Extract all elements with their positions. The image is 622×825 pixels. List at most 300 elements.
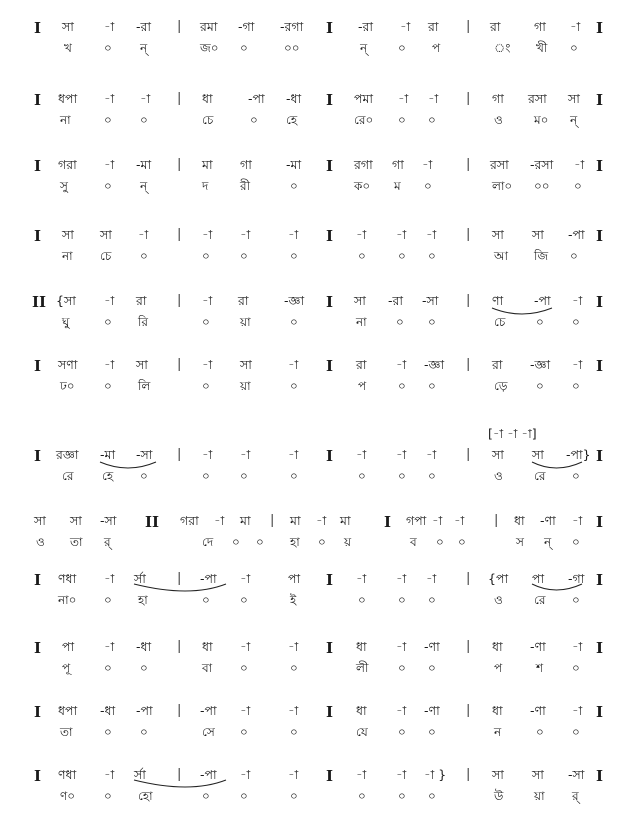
note-symbol: ধপা — [58, 703, 78, 718]
lyric-syllable: ০ — [572, 725, 580, 739]
note-symbol: -ণা — [540, 513, 556, 528]
note-symbol: -জ্ঞা — [424, 357, 445, 372]
note-symbol: ণা — [492, 293, 504, 308]
lyric-syllable: ০০ — [534, 179, 550, 193]
section-divider: I — [596, 19, 604, 37]
note-symbol: -া — [356, 227, 367, 242]
section-divider: I — [34, 157, 42, 175]
section-divider: I — [326, 639, 334, 657]
lyric-syllable: ০ — [396, 315, 404, 329]
lyric-syllable: ০ — [104, 379, 112, 393]
note-symbol: -া — [426, 227, 437, 242]
note-symbol: পা — [532, 571, 545, 586]
note-symbol: -ধা — [100, 703, 116, 718]
section-divider: I — [326, 703, 334, 721]
note-symbol: {সা — [56, 293, 76, 308]
lyric-syllable: তা — [60, 725, 73, 739]
note-symbol: -া — [202, 357, 213, 372]
lyric-syllable: লা০ — [492, 179, 513, 193]
lyric-syllable: ০ — [256, 535, 264, 549]
note-symbol: পমা — [354, 91, 374, 106]
beat-divider: | — [270, 513, 275, 528]
note-symbol: -রসা — [530, 157, 554, 172]
lyric-syllable: ০ — [398, 469, 406, 483]
note-symbol: -া — [288, 227, 299, 242]
note-symbol: -ধা — [136, 639, 152, 654]
lyric-syllable: পূ — [62, 661, 71, 675]
lyric-syllable: খী — [536, 41, 548, 55]
note-symbol: গা — [240, 157, 252, 172]
lyric-syllable: ০ — [202, 469, 210, 483]
lyric-syllable: চে — [100, 249, 112, 263]
lyric-syllable: হা — [138, 593, 148, 607]
note-symbol: -পা — [200, 703, 217, 718]
note-symbol: -পা — [200, 767, 217, 782]
note-symbol: সণা — [58, 357, 78, 372]
lyric-syllable: রে — [534, 593, 546, 607]
lyric-syllable: ০ — [536, 725, 544, 739]
lyric-syllable: ০ — [104, 315, 112, 329]
lyric-syllable: ০ — [250, 113, 258, 127]
note-symbol: -া — [400, 19, 411, 34]
lyric-syllable: ০ — [290, 789, 298, 803]
lyric-syllable: না — [62, 249, 73, 263]
note-symbol: পা — [288, 571, 301, 586]
lyric-syllable: রে০ — [354, 113, 374, 127]
note-symbol: রজ্ঞা — [56, 447, 79, 462]
note-symbol: -গা — [568, 571, 585, 586]
lyric-syllable: প — [432, 41, 441, 55]
note-symbol: সা — [492, 227, 504, 242]
section-divider: I — [34, 447, 42, 465]
section-divider: I — [326, 19, 334, 37]
note-symbol: -ধা — [286, 91, 302, 106]
note-symbol: -া — [316, 513, 327, 528]
note-symbol: -া — [138, 227, 149, 242]
lyric-syllable: লী — [356, 661, 369, 675]
note-symbol: -া — [426, 447, 437, 462]
lyric-syllable: জি — [534, 249, 549, 263]
lyric-syllable: সু — [60, 179, 68, 193]
note-symbol: -া — [396, 357, 407, 372]
beat-divider: | — [177, 91, 182, 106]
lyric-syllable: ণ০ — [60, 789, 76, 803]
lyric-syllable: ০ — [290, 179, 298, 193]
lyric-syllable: ন্ — [140, 179, 148, 193]
note-symbol: সা — [100, 227, 112, 242]
lyric-syllable: হে — [102, 469, 114, 483]
note-symbol: সা — [568, 91, 580, 106]
note-symbol: -জ্ঞা — [284, 293, 305, 308]
section-divider: I — [326, 447, 334, 465]
note-symbol: -া — [574, 157, 585, 172]
note-symbol: -ণা — [424, 703, 440, 718]
section-divider: I — [596, 91, 604, 109]
section-divider: I — [326, 157, 334, 175]
note-symbol: -া — [104, 19, 115, 34]
beat-divider: | — [177, 767, 182, 782]
lyric-syllable: ০ — [104, 725, 112, 739]
lyric-syllable: র্ — [104, 535, 111, 549]
note-symbol: -পা} — [566, 447, 591, 462]
section-divider: I — [326, 767, 334, 785]
lyric-syllable: ০ — [428, 113, 436, 127]
note-symbol: -মা — [100, 447, 116, 462]
lyric-syllable: র্ — [572, 789, 579, 803]
note-symbol: ধা — [202, 91, 213, 106]
lyric-syllable: ০ — [104, 41, 112, 55]
note-symbol: -গা — [238, 19, 255, 34]
note-symbol: সা — [34, 513, 46, 528]
note-symbol: -া — [570, 19, 581, 34]
note-symbol: -া — [104, 293, 115, 308]
lyric-syllable: ০ — [290, 469, 298, 483]
note-symbol: সা — [240, 357, 252, 372]
lyric-syllable: ০ — [202, 379, 210, 393]
lyric-syllable: সে — [202, 725, 215, 739]
note-symbol: রসা — [528, 91, 547, 106]
lyric-syllable: ব — [410, 535, 417, 549]
lyric-syllable: ০ — [140, 249, 148, 263]
lyric-syllable: ০ — [240, 469, 248, 483]
lyric-syllable: ০ — [358, 593, 366, 607]
note-symbol: -পা — [534, 293, 551, 308]
note-symbol: ণধা — [58, 571, 77, 586]
lyric-syllable: খ — [64, 41, 72, 55]
note-symbol: র্সা — [134, 767, 146, 782]
lyric-syllable: ক০ — [354, 179, 371, 193]
note-symbol: মা — [202, 157, 213, 172]
lyric-syllable: ০ — [572, 593, 580, 607]
lyric-syllable: হে — [286, 113, 298, 127]
note-symbol: -া — [428, 91, 439, 106]
lyric-syllable: না — [60, 113, 71, 127]
note-symbol: -া — [202, 227, 213, 242]
lyric-syllable: ন্ — [570, 113, 578, 127]
lyric-syllable: ০ — [240, 41, 248, 55]
note-symbol: -া — [202, 293, 213, 308]
lyric-syllable: ০ — [140, 661, 148, 675]
lyric-syllable: ০ — [290, 379, 298, 393]
lyric-syllable: ০০ — [284, 41, 300, 55]
note-symbol: সা — [136, 357, 148, 372]
beat-divider: | — [466, 357, 471, 372]
lyric-syllable: ০ — [358, 469, 366, 483]
note-symbol: ধা — [492, 639, 503, 654]
note-symbol: গপা — [406, 513, 427, 528]
lyric-syllable: ০ — [398, 379, 406, 393]
lyric-syllable: ০ — [240, 661, 248, 675]
note-symbol: রমা — [200, 19, 218, 34]
lyric-syllable: ০ — [398, 41, 406, 55]
note-symbol: -া — [214, 513, 225, 528]
beat-divider: | — [177, 357, 182, 372]
section-divider: I — [34, 357, 42, 375]
note-symbol: -া — [396, 447, 407, 462]
lyric-syllable: ০ — [570, 41, 578, 55]
lyric-syllable: ও — [494, 113, 503, 127]
section-divider: I — [34, 227, 42, 245]
note-symbol: -সা — [568, 767, 585, 782]
section-divider: I — [384, 513, 392, 531]
lyric-syllable: ০ — [232, 535, 240, 549]
lyric-syllable: ই — [290, 593, 297, 607]
note-symbol: -রগা — [280, 19, 304, 34]
lyric-syllable: রী — [240, 179, 251, 193]
note-symbol: -পা — [568, 227, 585, 242]
lyric-syllable: আ — [494, 249, 508, 263]
lyric-syllable: ০ — [428, 469, 436, 483]
lyric-syllable: ও — [494, 593, 503, 607]
beat-divider: | — [466, 91, 471, 106]
lyric-syllable: ০ — [290, 315, 298, 329]
note-symbol: -া — [288, 767, 299, 782]
beat-divider: | — [466, 447, 471, 462]
lyric-syllable: হা — [290, 535, 300, 549]
note-symbol: -া — [426, 571, 437, 586]
lyric-syllable: ০ — [428, 725, 436, 739]
beat-divider: | — [466, 157, 471, 172]
section-divider: I — [326, 571, 334, 589]
section-divider: I — [596, 447, 604, 465]
lyric-syllable: হো — [138, 789, 153, 803]
note-symbol: -সা — [422, 293, 439, 308]
lyric-syllable: ০ — [428, 661, 436, 675]
note-symbol: -া — [104, 357, 115, 372]
lyric-syllable: ০ — [536, 379, 544, 393]
note-symbol: গা — [492, 91, 504, 106]
note-symbol: -া — [356, 447, 367, 462]
note-symbol: মা — [240, 513, 251, 528]
lyric-syllable: ০ — [104, 113, 112, 127]
note-symbol: {পা — [488, 571, 509, 586]
lyric-syllable: ০ — [240, 249, 248, 263]
note-symbol: সা — [532, 767, 544, 782]
note-symbol: রা — [136, 293, 147, 308]
note-symbol: মা — [290, 513, 301, 528]
lyric-syllable: ০ — [574, 179, 582, 193]
section-divider: I — [596, 157, 604, 175]
lyric-syllable: ০ — [428, 379, 436, 393]
lyric-syllable: দে — [202, 535, 214, 549]
note-symbol: -মা — [136, 157, 152, 172]
beat-divider: | — [466, 571, 471, 586]
lyric-syllable: চে — [202, 113, 214, 127]
lyric-syllable: ও — [36, 535, 45, 549]
lyric-syllable: ০ — [104, 593, 112, 607]
section-divider: I — [34, 571, 42, 589]
note-symbol: সা — [532, 447, 544, 462]
note-symbol: গরা — [180, 513, 199, 528]
note-symbol: -রা — [388, 293, 404, 308]
lyric-syllable: ০ — [428, 593, 436, 607]
lyric-syllable: ০ — [290, 249, 298, 263]
lyric-syllable: ০ — [398, 249, 406, 263]
lyric-syllable: ০ — [572, 661, 580, 675]
section-divider: I — [34, 767, 42, 785]
note-symbol: -া — [240, 227, 251, 242]
note-symbol: -রা — [358, 19, 374, 34]
note-symbol: -া — [240, 447, 251, 462]
lyric-syllable: ০ — [428, 249, 436, 263]
lyric-syllable: ০ — [104, 789, 112, 803]
beat-divider: | — [466, 703, 471, 718]
lyric-syllable: তা — [70, 535, 83, 549]
lyric-syllable: ম০ — [534, 113, 549, 127]
note-symbol: -ণা — [424, 639, 440, 654]
beat-divider: | — [494, 513, 499, 528]
note-symbol: -া — [396, 767, 407, 782]
note-symbol: -া — [104, 157, 115, 172]
note-symbol: -সা — [136, 447, 153, 462]
note-symbol: সা — [492, 447, 504, 462]
lyric-syllable: ০ — [140, 725, 148, 739]
lyric-syllable: না০ — [58, 593, 77, 607]
note-symbol: ধপা — [58, 91, 78, 106]
note-symbol: -া — [572, 703, 583, 718]
note-symbol: -পা — [200, 571, 217, 586]
note-symbol: -রা — [136, 19, 152, 34]
note-symbol: পা — [62, 639, 75, 654]
section-divider: I — [34, 703, 42, 721]
beat-divider: | — [466, 767, 471, 782]
beat-divider: | — [177, 703, 182, 718]
lyric-syllable: জ০ — [200, 41, 219, 55]
note-symbol: -া — [572, 513, 583, 528]
note-symbol: -া — [396, 227, 407, 242]
note-symbol: -া — [288, 703, 299, 718]
beat-divider: | — [466, 19, 471, 34]
note-symbol: ধা — [356, 703, 367, 718]
lyric-syllable: ০ — [290, 725, 298, 739]
lyric-syllable: ০ — [572, 379, 580, 393]
note-symbol: -া — [572, 639, 583, 654]
note-symbol: -া — [240, 639, 251, 654]
section-divider: I — [596, 571, 604, 589]
lyric-syllable: ০ — [202, 315, 210, 329]
lyric-syllable: য় — [344, 535, 352, 549]
lyric-syllable: ং — [494, 41, 511, 55]
lyric-syllable: ড়ে — [494, 379, 508, 393]
lyric-syllable: ০ — [436, 535, 444, 549]
beat-divider: | — [177, 571, 182, 586]
note-symbol: -া — [356, 767, 367, 782]
note-symbol: গরা — [58, 157, 77, 172]
beat-divider: | — [177, 227, 182, 242]
section-divider: I — [596, 227, 604, 245]
note-symbol: সা — [70, 513, 82, 528]
lyric-syllable: ০ — [358, 249, 366, 263]
section-divider: I — [326, 357, 334, 375]
lyric-syllable: উ — [494, 789, 504, 803]
lyric-syllable: ০ — [572, 535, 580, 549]
beat-divider: | — [466, 639, 471, 654]
lyric-syllable: না — [356, 315, 367, 329]
lyric-syllable: ০ — [458, 535, 466, 549]
section-divider: II — [145, 513, 160, 531]
lyric-syllable: ০ — [398, 113, 406, 127]
note-symbol: -া — [240, 571, 251, 586]
note-symbol: সা — [354, 293, 366, 308]
lyric-syllable: চে — [494, 315, 506, 329]
note-symbol: সা — [62, 227, 74, 242]
lyric-syllable: ০ — [424, 179, 432, 193]
lyric-syllable: দ — [202, 179, 209, 193]
note-symbol: -া — [572, 293, 583, 308]
note-symbol: -া — [240, 767, 251, 782]
lyric-syllable: ন্ — [360, 41, 368, 55]
lyric-syllable: রে — [534, 469, 546, 483]
lyric-syllable: ০ — [240, 725, 248, 739]
beat-divider: | — [177, 447, 182, 462]
lyric-syllable: ০ — [202, 789, 210, 803]
lyric-syllable: ০ — [428, 789, 436, 803]
note-symbol: -পা — [136, 703, 153, 718]
section-divider: I — [34, 91, 42, 109]
note-symbol: -া — [202, 447, 213, 462]
section-divider: II — [32, 293, 47, 311]
lyric-syllable: ০ — [358, 789, 366, 803]
note-symbol: -া — [356, 571, 367, 586]
note-symbol: -া — [140, 91, 151, 106]
lyric-syllable: ০ — [398, 725, 406, 739]
lyric-syllable: ০ — [318, 535, 326, 549]
beat-divider: | — [466, 293, 471, 308]
note-symbol: সা — [532, 227, 544, 242]
note-symbol: ণধা — [58, 767, 77, 782]
lyric-syllable: য়া — [240, 315, 251, 329]
note-symbol: -া — [396, 639, 407, 654]
lyric-syllable: ০ — [398, 661, 406, 675]
lyric-syllable: ০ — [428, 315, 436, 329]
lyric-syllable: ০ — [398, 593, 406, 607]
note-symbol: রসা — [490, 157, 509, 172]
section-divider: I — [326, 227, 334, 245]
lyric-syllable: ০ — [398, 789, 406, 803]
note-symbol: -া — [422, 157, 433, 172]
lyric-syllable: ০ — [572, 469, 580, 483]
note-symbol: গা — [392, 157, 404, 172]
note-symbol: রা — [492, 357, 503, 372]
lyric-syllable: ০ — [240, 593, 248, 607]
lyric-syllable: ০ — [104, 179, 112, 193]
note-symbol: ধা — [356, 639, 367, 654]
note-symbol: ধা — [492, 703, 503, 718]
beat-divider: | — [177, 293, 182, 308]
lyric-syllable: ০ — [140, 113, 148, 127]
note-symbol: -মা — [286, 157, 302, 172]
section-divider: I — [596, 703, 604, 721]
lyric-syllable: য়া — [534, 789, 545, 803]
lyric-syllable: ০ — [570, 249, 578, 263]
note-symbol: -া — [398, 91, 409, 106]
lyric-syllable: লি — [138, 379, 151, 393]
beat-divider: | — [177, 157, 182, 172]
section-divider: I — [34, 19, 42, 37]
note-symbol: রা — [238, 293, 249, 308]
note-symbol: রা — [356, 357, 367, 372]
lyric-syllable: য়া — [240, 379, 251, 393]
lyric-syllable: ন — [494, 725, 502, 739]
note-symbol: ধা — [202, 639, 213, 654]
lyric-syllable: স — [516, 535, 524, 549]
lyric-syllable: ০ — [536, 315, 544, 329]
beat-divider: | — [466, 227, 471, 242]
lyric-syllable: ০ — [202, 593, 210, 607]
note-symbol: সা — [62, 19, 74, 34]
section-divider: I — [596, 357, 604, 375]
note-symbol: -া — [288, 447, 299, 462]
